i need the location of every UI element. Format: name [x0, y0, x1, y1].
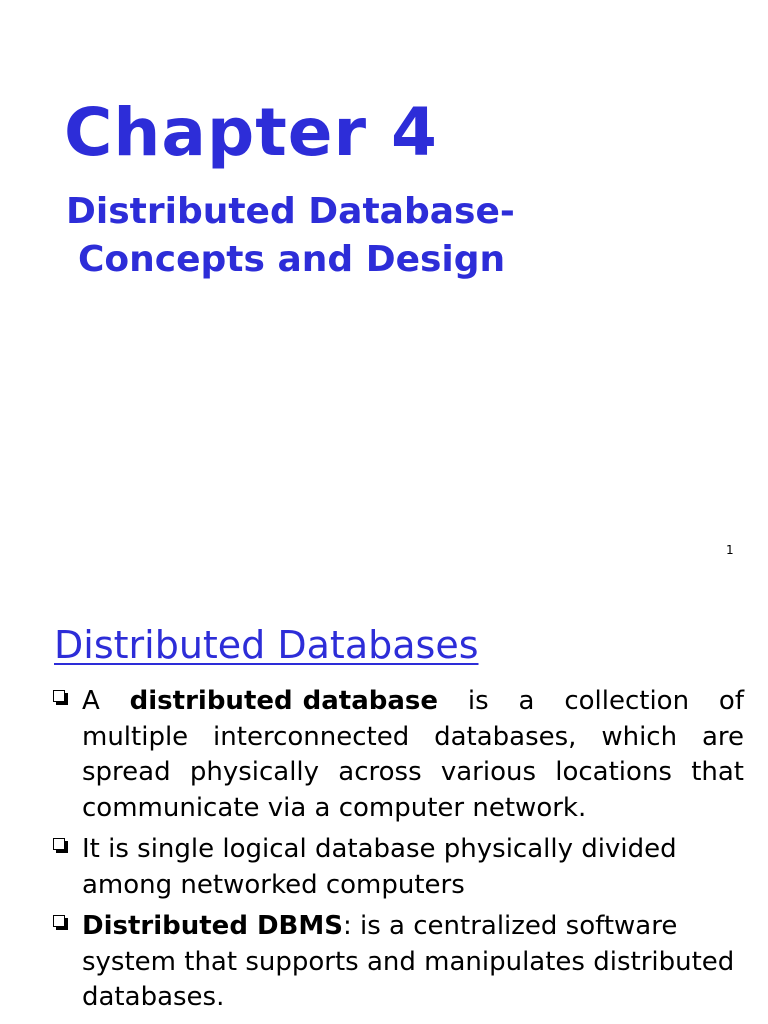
- bullet-term-distributed-dbms: Distributed DBMS: [82, 911, 343, 941]
- bullet-description: : is a centralized software system that supports and manipulates distributed databases.: [82, 911, 735, 1012]
- chapter-title: Chapter 4: [64, 94, 438, 171]
- bullet-item-distributed-dbms: [52, 909, 744, 1016]
- bullet-item-distributed-database: [52, 684, 744, 826]
- bullet-text: It is single logical database physically divided among networked computers: [82, 834, 677, 900]
- bullet-item-single-logical-database: [52, 832, 744, 903]
- section-title: Distributed Databases: [54, 623, 479, 667]
- hollow-square-bullet-icon: [53, 915, 65, 927]
- bullet-list: [52, 684, 744, 1022]
- bullet-text: [82, 909, 744, 1016]
- bullet-description: is a collection of multiple interconnected databases, which are spread physically across various locations that communicate via a computer network.: [82, 686, 744, 823]
- page-number: 1: [726, 543, 734, 557]
- bullet-prefix: A: [82, 686, 130, 716]
- hollow-square-bullet-icon: [53, 838, 65, 850]
- bullet-term-database: database: [302, 686, 439, 716]
- bullet-term-distributed: distributed: [129, 686, 293, 716]
- content-slide: [0, 576, 768, 1024]
- chapter-subtitle: [66, 188, 515, 284]
- hollow-square-bullet-icon: [53, 690, 65, 702]
- bullet-text: [82, 684, 744, 826]
- subtitle-line-1: Distributed Database-: [66, 191, 515, 232]
- subtitle-line-2: Concepts and Design: [78, 239, 506, 280]
